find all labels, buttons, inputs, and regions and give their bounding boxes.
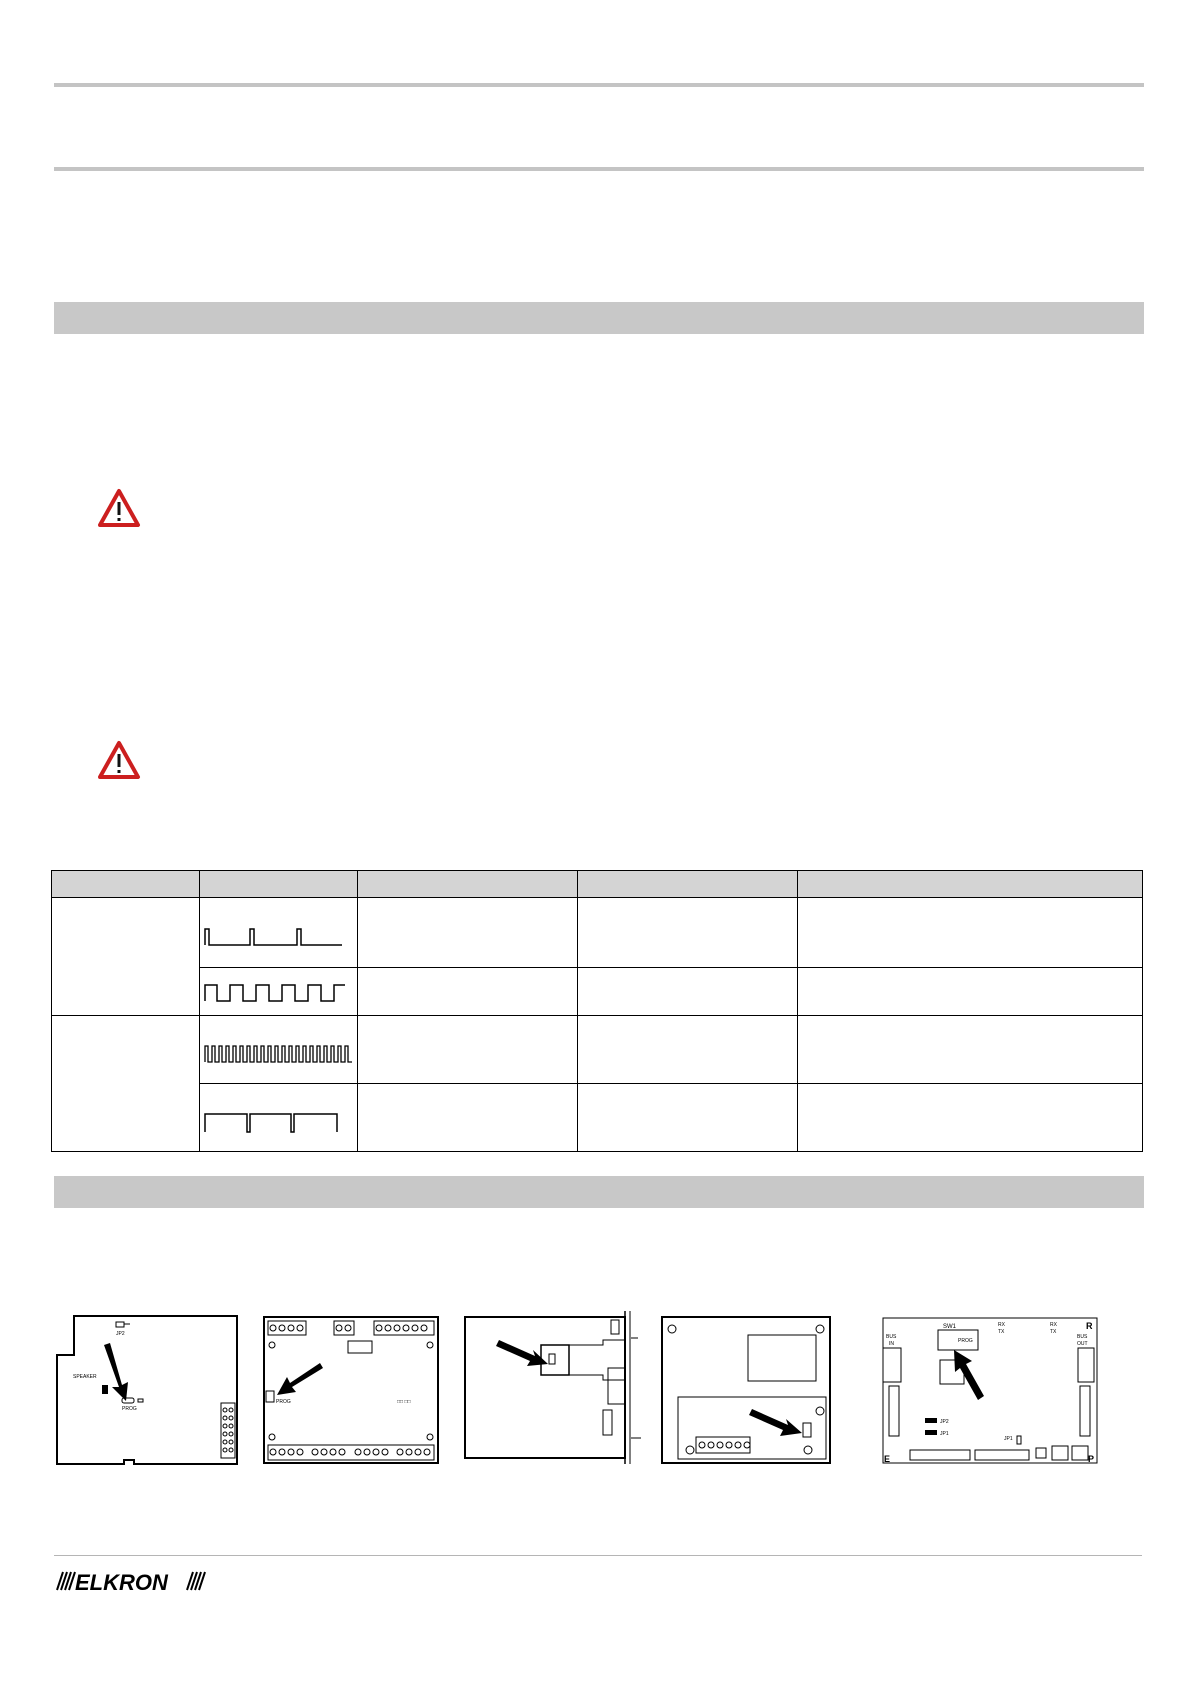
table-cell — [578, 1016, 798, 1084]
long-on-waveform-icon — [200, 1098, 356, 1138]
warning-triangle-icon — [97, 488, 141, 528]
label-in: IN — [889, 1341, 894, 1347]
board-diagram-4 — [660, 1315, 832, 1465]
section-1-band — [54, 302, 1144, 334]
label-jp2: JP2 — [116, 1331, 125, 1337]
table-header-cell — [798, 871, 1143, 898]
board-diagram-3 — [463, 1310, 643, 1465]
table-header-cell — [200, 871, 358, 898]
label-r: R — [1086, 1321, 1093, 1331]
label-rx-2: RX — [1050, 1322, 1057, 1328]
svg-text:□□ □□: □□ □□ — [397, 1399, 411, 1405]
table-row — [52, 1084, 1143, 1152]
table-cell — [798, 1016, 1143, 1084]
waveform-cell — [200, 1016, 358, 1084]
footer-rule — [54, 1555, 1142, 1556]
table-header-row — [52, 871, 1143, 898]
table-header-cell — [52, 871, 200, 898]
label-bus: BUS — [886, 1334, 897, 1340]
table-row — [52, 1016, 1143, 1084]
waveform-cell — [200, 968, 358, 1016]
board-diagram-1 — [54, 1315, 239, 1465]
label-prog: PROG — [958, 1338, 973, 1344]
label-bus-out: BUS — [1077, 1334, 1088, 1340]
table-row — [52, 898, 1143, 968]
elkron-logo — [55, 1568, 207, 1594]
table-header-cell — [578, 871, 798, 898]
group-label-cell — [52, 1016, 200, 1152]
header-bottom-rule — [54, 167, 1144, 171]
label-tx: TX — [998, 1329, 1005, 1335]
table-cell — [578, 1084, 798, 1152]
label-p: P — [1088, 1454, 1095, 1464]
group-label-cell — [52, 898, 200, 1016]
board-diagram-5 — [880, 1312, 1100, 1467]
table-cell — [358, 968, 578, 1016]
table-cell — [578, 898, 798, 968]
brand-text: ELKRON — [75, 1570, 168, 1594]
label-rx: RX — [998, 1322, 1005, 1328]
short-pulse-waveform-icon — [200, 913, 356, 953]
table-cell — [798, 898, 1143, 968]
board-diagram-2 — [262, 1315, 440, 1465]
table-cell — [358, 1016, 578, 1084]
table-row — [52, 968, 1143, 1016]
section-2-band — [54, 1176, 1144, 1208]
header-top-rule — [54, 83, 1144, 87]
table-cell — [798, 968, 1143, 1016]
label-jp1-2: JP1 — [1004, 1436, 1013, 1442]
table-header-cell — [358, 871, 578, 898]
square-waveform-icon — [200, 977, 356, 1007]
label-tx-2: TX — [1050, 1329, 1057, 1335]
label-jp2: JP2 — [940, 1419, 949, 1425]
table-cell — [798, 1084, 1143, 1152]
waveform-cell — [200, 1084, 358, 1152]
fast-flash-waveform-icon — [200, 1030, 356, 1070]
label-prog: PROG — [276, 1399, 291, 1405]
warning-triangle-icon — [97, 740, 141, 780]
table-cell — [358, 898, 578, 968]
label-e: E — [884, 1454, 891, 1464]
label-jp1: JP1 — [940, 1431, 949, 1437]
led-status-table — [51, 870, 1143, 1152]
label-sw1: SW1 — [943, 1324, 957, 1330]
label-speaker: SPEAKER — [73, 1374, 97, 1380]
table-cell — [358, 1084, 578, 1152]
label-out: OUT — [1077, 1341, 1088, 1347]
label-prog: PROG — [122, 1406, 137, 1412]
waveform-cell — [200, 898, 358, 968]
table-cell — [578, 968, 798, 1016]
